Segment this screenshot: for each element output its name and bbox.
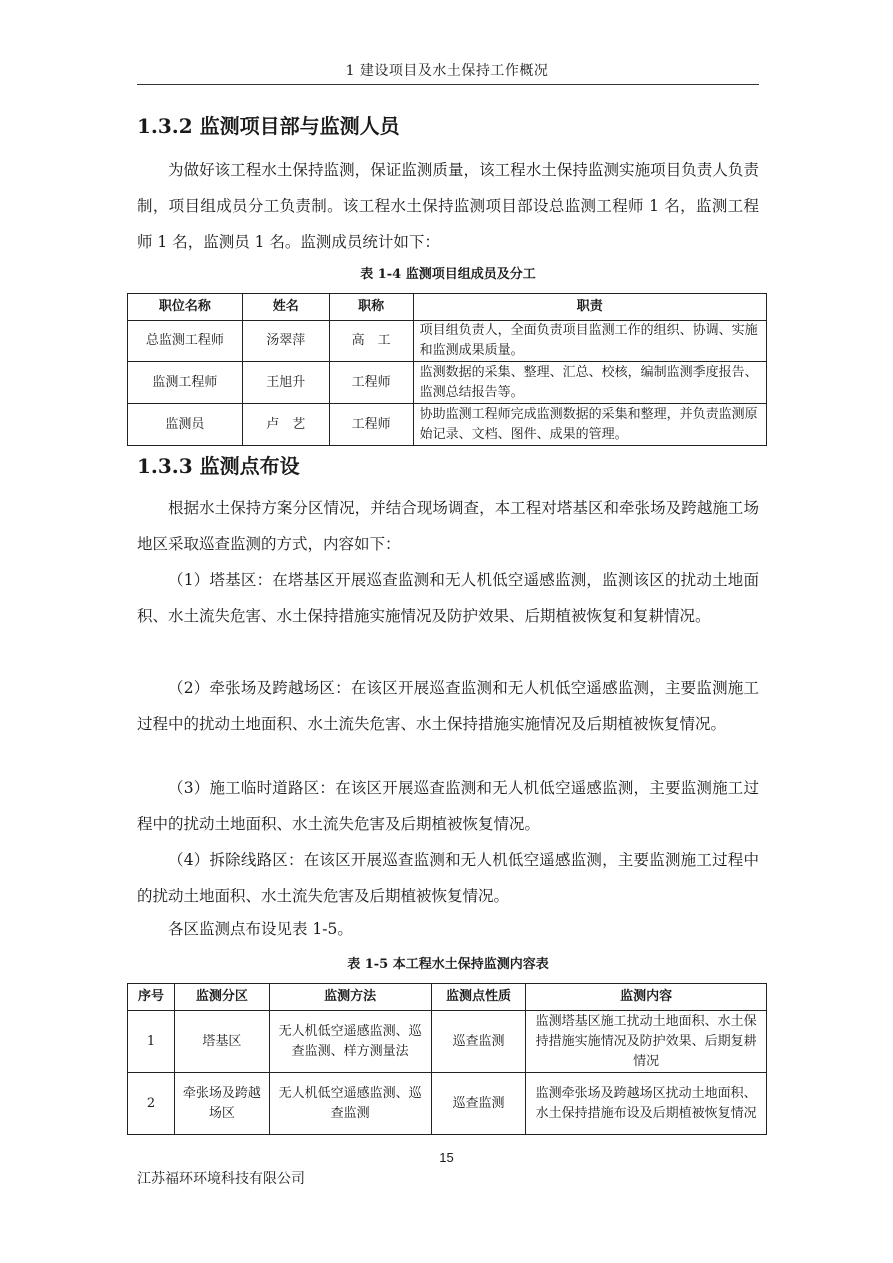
table-header-cell: 序号: [128, 984, 175, 1011]
table-1-5: [127, 983, 767, 1135]
table-header-cell: 职称: [329, 294, 413, 321]
table-1-5-caption: 表 1-5 本工程水土保持监测内容表: [347, 957, 549, 972]
section-1-3-3-intro: 根据水土保持方案分区情况，并结合现场调查，本工程对塔基区和牵张场及跨越施工场地区采取巡查监测的方式，内容如下：: [137, 499, 759, 553]
table-header-row: [128, 984, 767, 1011]
page-number: 15: [439, 1150, 454, 1165]
monitoring-item: （2）牵张场及跨越场区：在该区开展巡查监测和无人机低空遥感监测，主要监测施工过程中的扰动土地面积、水土流失危害、水土保持措施实施情况及后期植被恢复情况。: [137, 679, 759, 733]
section-1-3-3-closing: 各区监测点布设见表 1-5。: [168, 920, 353, 938]
monitoring-item: （4）拆除线路区：在该区开展巡查监测和无人机低空遥感监测，主要监测施工过程中的扰动土地面积、水土流失危害及后期植被恢复情况。: [137, 851, 759, 905]
table-cell: 工程师: [329, 404, 413, 446]
table-header-cell: 职位名称: [128, 294, 243, 321]
footer-company: 江苏福环环境科技有限公司: [137, 1171, 305, 1187]
table-header-cell: 监测点性质: [431, 984, 526, 1011]
table-1-4: [127, 293, 767, 446]
table-header-cell: 监测分区: [174, 984, 269, 1011]
section-heading-1-3-3: 1.3.3 监测点布设: [137, 454, 300, 478]
table-1-4-caption: 表 1-4 监测项目组成员及分工: [360, 267, 536, 282]
header-rule: [137, 84, 759, 85]
table-row: [128, 1011, 767, 1073]
table-cell: 巡查监测: [431, 1011, 526, 1073]
table-header-row: [128, 294, 767, 321]
table-cell: 无人机低空遥感监测、巡查监测、样方测量法: [269, 1011, 431, 1073]
table-cell: 监测数据的采集、整理、汇总、校核，编制监测季度报告、监测总结报告等。: [413, 362, 766, 404]
table-cell: 监测塔基区施工扰动土地面积、水土保持措施实施情况及防护效果、后期复耕情况: [526, 1011, 767, 1073]
table-cell: 监测牵张场及跨越场区扰动土地面积、水土保持措施布设及后期植被恢复情况: [526, 1073, 767, 1135]
table-cell: 工程师: [329, 362, 413, 404]
table-header-cell: 职责: [413, 294, 766, 321]
section-1-3-2-paragraph: 为做好该工程水土保持监测，保证监测质量，该工程水土保持监测实施项目负责人负责制，项目组成员分工负责制。该工程水土保持监测项目部设总监测工程师 1 名，监测工程师 1 名，监测员 1 名。监测成员统计如下：: [137, 161, 759, 251]
table-header-cell: 监测内容: [526, 984, 767, 1011]
table-cell: 巡查监测: [431, 1073, 526, 1135]
table-row: [128, 362, 767, 404]
table-cell: 总监测工程师: [128, 321, 243, 362]
table-header-cell: 监测方法: [269, 984, 431, 1011]
monitoring-item: （3）施工临时道路区：在该区开展巡查监测和无人机低空遥感监测，主要监测施工过程中的扰动土地面积、水土流失危害及后期植被恢复情况。: [137, 779, 759, 833]
table-header-cell: 姓名: [242, 294, 329, 321]
table-cell: 1: [128, 1011, 175, 1073]
table-cell: 牵张场及跨越场区: [174, 1073, 269, 1135]
running-header: 1 建设项目及水土保持工作概况: [345, 63, 549, 79]
table-cell: 塔基区: [174, 1011, 269, 1073]
section-heading-1-3-2: 1.3.2 监测项目部与监测人员: [137, 114, 400, 138]
table-cell: 高 工: [329, 321, 413, 362]
table-row: [128, 1073, 767, 1135]
table-cell: 王旭升: [242, 362, 329, 404]
table-cell: 监测工程师: [128, 362, 243, 404]
monitoring-item: （1）塔基区：在塔基区开展巡查监测和无人机低空遥感监测，监测该区的扰动土地面积、水土流失危害、水土保持措施实施情况及防护效果、后期植被恢复和复耕情况。: [137, 571, 759, 625]
table-cell: 项目组负责人，全面负责项目监测工作的组织、协调、实施和监测成果质量。: [413, 321, 766, 362]
table-cell: 2: [128, 1073, 175, 1135]
table-cell: 协助监测工程师完成监测数据的采集和整理，并负责监测原始记录、文档、图件、成果的管理。: [413, 404, 766, 446]
table-row: [128, 321, 767, 362]
table-cell: 汤翠萍: [242, 321, 329, 362]
table-cell: 监测员: [128, 404, 243, 446]
table-cell: 卢 艺: [242, 404, 329, 446]
table-row: [128, 404, 767, 446]
table-cell: 无人机低空遥感监测、巡查监测: [269, 1073, 431, 1135]
